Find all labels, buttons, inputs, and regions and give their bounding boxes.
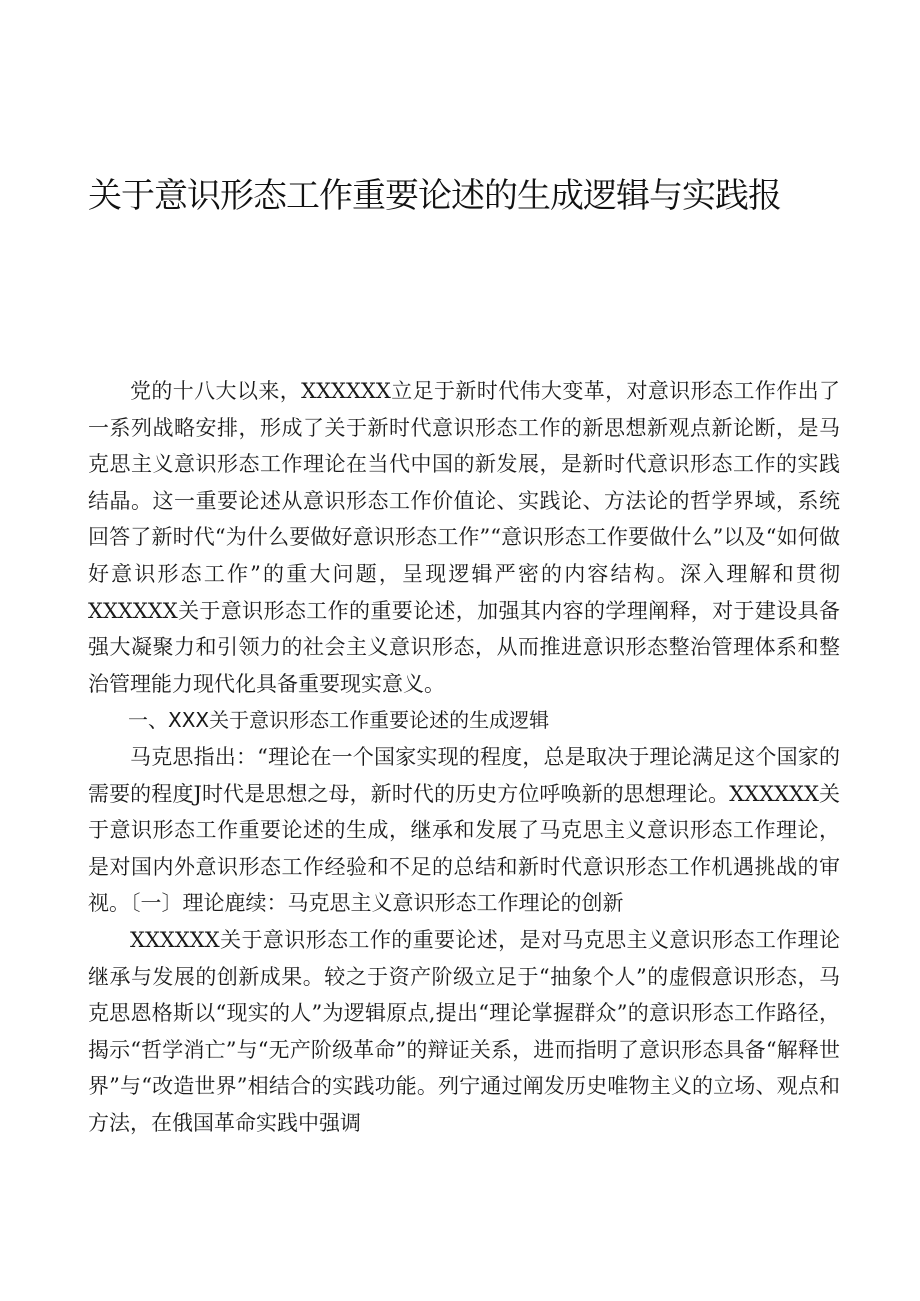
paragraph-marx-quote: 马克思指出：“理论在一个国家实现的程度，总是取决于理论满足这个国家的需要的程度J时代是思想之母，新时代的历史方位呼唤新的思想理论。XXXXXX关于意识形态工作重要论述的生成，继承和发展了马克思主义意识形态工作理论，是对国内外意识形态工作经验和不足的总结和新时代意识形态工作机遇挑战的审视。〔一〕理论鹿续：马克思主义意识形态工作理论的创新 — [88, 744, 840, 916]
section-heading: 一、XXX关于意识形态工作重要论述的生成逻辑 — [128, 708, 550, 733]
document-title: 关于意识形态工作重要论述的生成逻辑与实践报 — [88, 176, 781, 216]
paragraph-intro: 党的十八大以来，XXXXXX立足于新时代伟大变革，对意识形态工作作出了一系列战略安排，形成了关于新时代意识形态工作的新思想新观点新论断，是马克思主义意识形态工作理论在当代中国的新发展，是新时代意识形态工作的实践结晶。这一重要论述从意识形态工作价值论、实践论、方法论的哲学界域，系统回答了新时代“为什么要做好意识形态工作”“意识形态工作要做什么”以及“如何做好意识形态工作”的重大问题，呈现逻辑严密的内容结构。深入理解和贯彻XXXXXX关于意识形态工作的重要论述，加强其内容的学理阐释，对于建设具备强大凝聚力和引领力的社会主义意识形态，从而推进意识形态整治管理体系和整治管理能力现代化具备重要现实意义。 — [88, 379, 840, 696]
paragraph-theory-innovation: XXXXXX关于意识形态工作的重要论述，是对马克思主义意识形态工作理论继承与发展的创新成果。较之于资产阶级立足于“抽象个人”的虚假意识形态，马克思恩格斯以“现实的人”为逻辑原点,提出“理论掌握群众”的意识形态工作路径，揭示“哲学消亡”与“无产阶级革命”的辩证关系，进而指明了意识形态具备“解释世界”与“改造世界”相结合的实践功能。列宁通过阐发历史唯物主义的立场、观点和方法，在俄国革命实践中强调 — [88, 927, 840, 1135]
document-body — [88, 373, 840, 1141]
